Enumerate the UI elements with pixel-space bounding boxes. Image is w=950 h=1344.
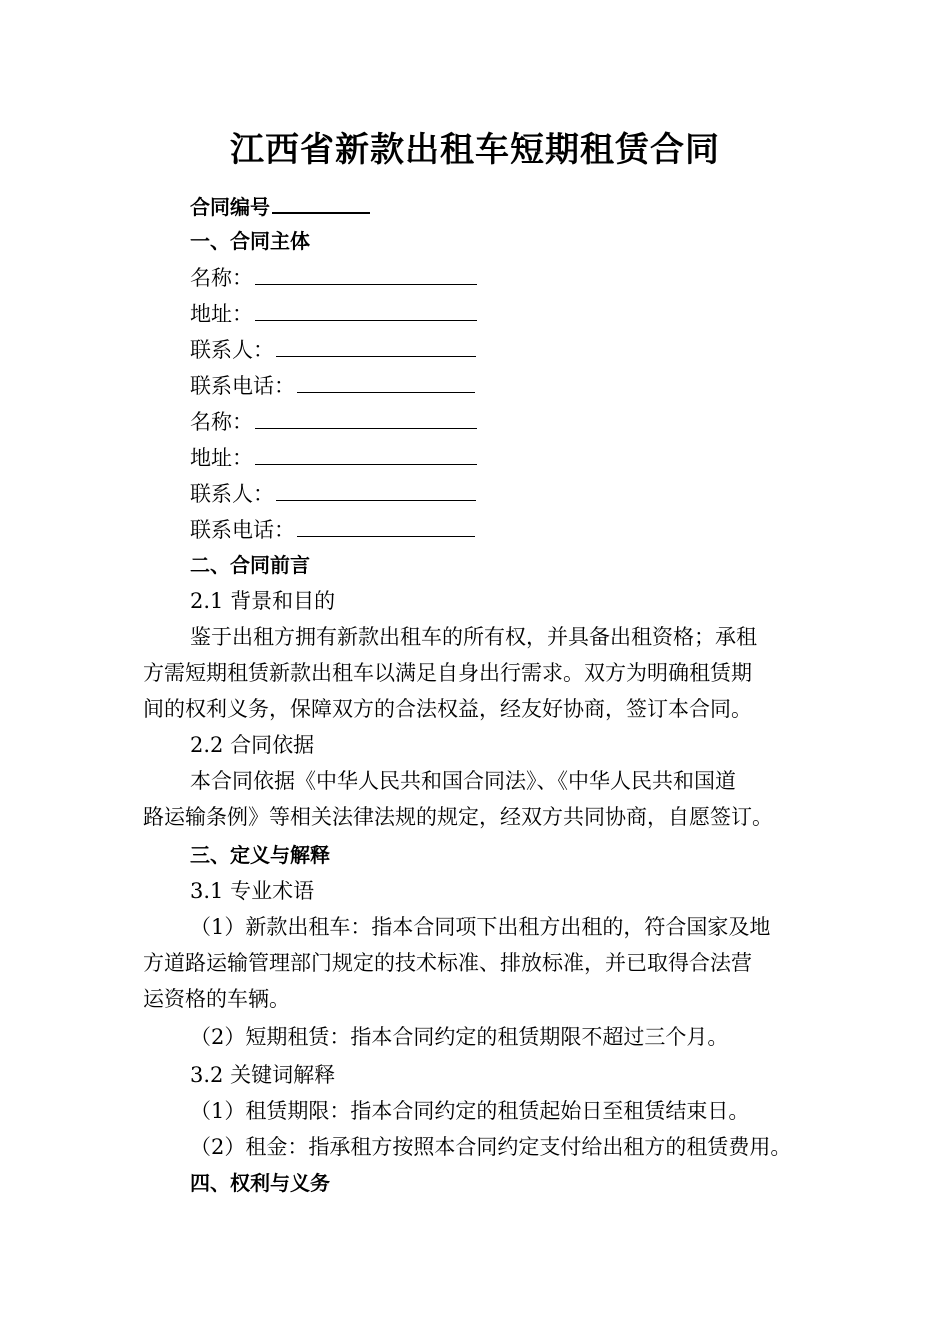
party-a-name-label: 名称： [190,266,253,290]
definition-item-line: （1）新款出租车：指本合同项下出租方出租的，符合国家及地 [190,915,771,939]
contract-number-line [190,190,370,222]
paragraph-line: 间的权利义务，保障双方的合法权益，经友好协商，签订本合同。 [143,697,752,721]
section-heading-2: 二、合同前言 [190,553,310,577]
subsection-2-2: 2.2 合同依据 [190,733,315,757]
section-heading-4: 四、权利与义务 [190,1171,330,1195]
contract-number-label: 合同编号 [190,195,270,219]
party-b-phone-blank[interactable] [297,514,475,537]
section-heading-3: 三、定义与解释 [190,843,330,867]
definition-item-line: 方道路运输管理部门规定的技术标准、排放标准，并已取得合法营 [143,951,752,975]
party-a-name-blank[interactable] [255,262,477,285]
paragraph-line: 方需短期租赁新款出租车以满足自身出行需求。双方为明确租赁期 [143,661,752,685]
keyword-item-line: （2）租金：指承租方按照本合同约定支付给出租方的租赁费用。 [190,1135,792,1159]
party-a-name-line [190,262,477,293]
definition-item-line: 运资格的车辆。 [143,987,290,1011]
party-a-address-label: 地址： [190,302,253,326]
definition-item-line: （2）短期租赁：指本合同约定的租赁期限不超过三个月。 [190,1025,729,1049]
party-a-contact-blank[interactable] [276,334,476,357]
paragraph-line: 路运输条例》等相关法律法规的规定，经双方共同协商，自愿签订。 [143,805,773,829]
party-b-contact-label: 联系人： [190,482,274,506]
party-a-contact-line [190,334,476,365]
keyword-item-line: （1）租赁期限：指本合同约定的租赁起始日至租赁结束日。 [190,1099,750,1123]
party-b-contact-line [190,478,476,509]
party-a-address-line [190,298,477,329]
paragraph-line: 本合同依据《中华人民共和国合同法》、《中华人民共和国道 [190,769,736,793]
paragraph-line: 鉴于出租方拥有新款出租车的所有权，并具备出租资格；承租 [190,625,757,649]
party-b-name-label: 名称： [190,410,253,434]
party-a-phone-blank[interactable] [297,370,475,393]
party-a-contact-label: 联系人： [190,338,274,362]
subsection-3-2: 3.2 关键词解释 [190,1063,336,1087]
party-b-contact-blank[interactable] [276,478,476,501]
document-title: 江西省新款出租车短期租赁合同 [230,130,720,170]
subsection-2-1: 2.1 背景和目的 [190,589,336,613]
party-b-address-label: 地址： [190,446,253,470]
subsection-3-1: 3.1 专业术语 [190,879,315,903]
party-b-phone-line [190,514,475,545]
party-b-address-line [190,442,477,473]
party-a-phone-label: 联系电话： [190,374,295,398]
party-b-address-blank[interactable] [255,442,477,465]
party-b-name-line [190,406,477,437]
section-heading-1: 一、合同主体 [190,229,310,253]
party-b-phone-label: 联系电话： [190,518,295,542]
party-b-name-blank[interactable] [255,406,477,429]
contract-number-blank[interactable] [272,190,370,214]
party-a-phone-line [190,370,475,401]
party-a-address-blank[interactable] [255,298,477,321]
